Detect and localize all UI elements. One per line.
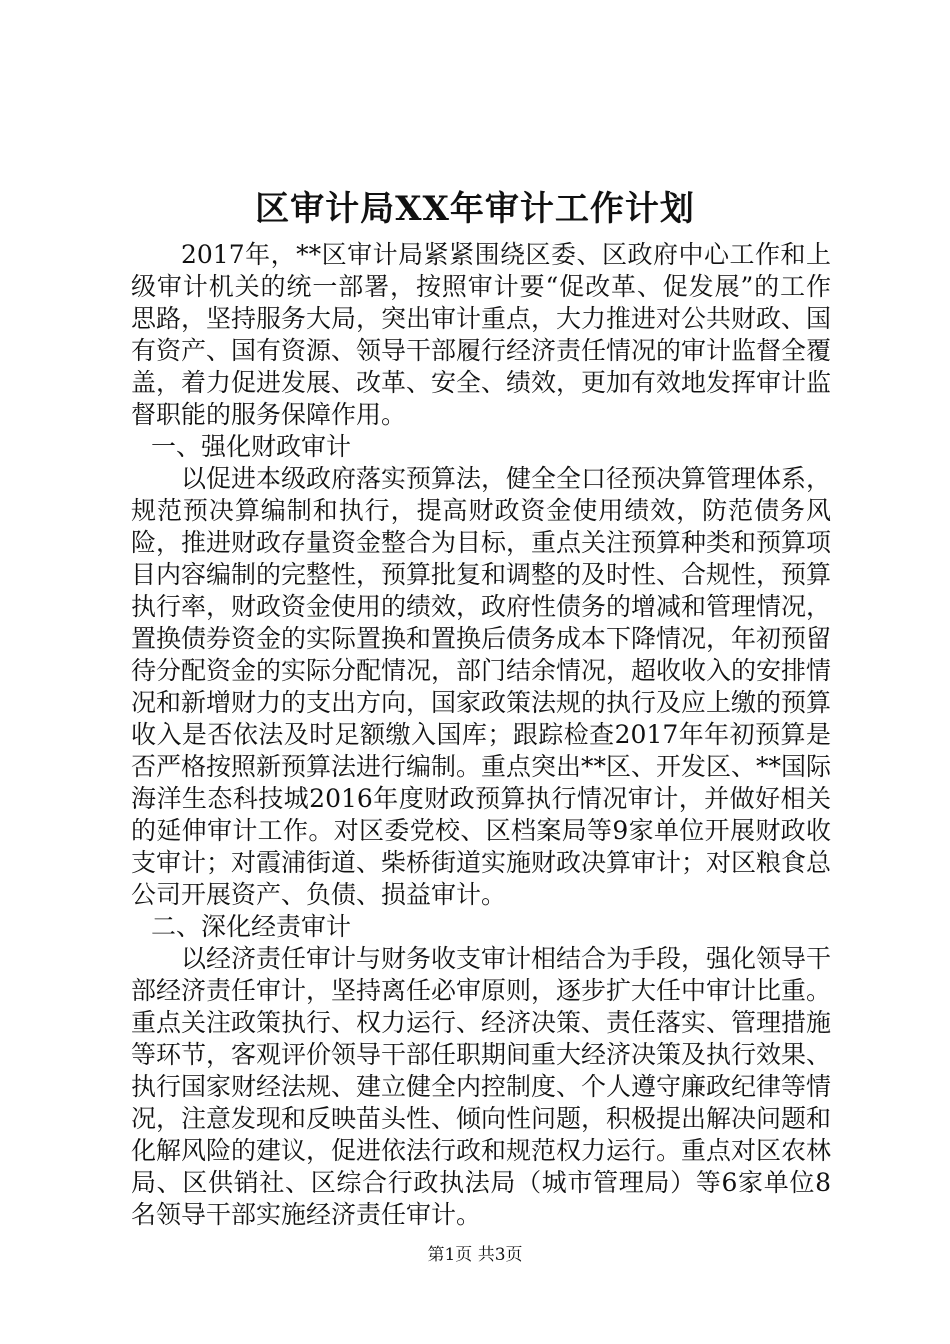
section-heading-fiscal-audit: 一、强化财政审计 — [151, 432, 352, 461]
section-heading-economic-responsibility-audit: 二、深化经责审计 — [151, 912, 352, 941]
intro-paragraph: 2017年，**区审计局紧紧围绕区委、区政府中心工作和上级审计机关的统一部署，按照审计要“促改革、促发展”的工作思路，坚持服务大局，突出审计重点，大力推进对公共财政、国有资产、国有资源、领导干部履行经济责任情况的审计监督全覆盖，着力促进发展、改革、安全、绩效，更加有效地发挥审计监督职能的服务保障作用。 — [131, 240, 832, 429]
section-body-fiscal-audit: 以促进本级政府落实预算法，健全全口径预决算管理体系，规范预决算编制和执行，提高财政资金使用绩效，防范债务风险，推进财政存量资金整合为目标，重点关注预算种类和预算项目内容编制的完整性，预算批复和调整的及时性、合规性，预算执行率，财政资金使用的绩效，政府性债务的增减和管理情况，置换债券资金的实际置换和置换后债务成本下降情况，年初预留待分配资金的实际分配情况，部门结余情况，超收收入的安排情况和新增财力的支出方向，国家政策法规的执行及应上缴的预算收入是否依法及时足额缴入国库；跟踪检查2017年年初预算是否严格按照新预算法进行编制。重点突出**区、开发区、**国际海洋生态科技城2016年度财政预算执行情况审计，并做好相关的延伸审计工作。对区委党校、区档案局等9家单位开展财政收支审计；对霞浦街道、柴桥街道实施财政决算审计；对区粮食总公司开展资产、负债、损益审计。 — [131, 464, 832, 909]
page-number-footer: 第1页 共3页 — [427, 1245, 523, 1265]
document-body — [131, 239, 831, 1231]
document-title: 区审计局XX年审计工作计划 — [255, 189, 695, 229]
section-body-economic-responsibility-audit: 以经济责任审计与财务收支审计相结合为手段，强化领导干部经济责任审计，坚持离任必审原则，逐步扩大任中审计比重。重点关注政策执行、权力运行、经济决策、责任落实、管理措施等环节，客观评价领导干部任职期间重大经济决策及执行效果、执行国家财经法规、建立健全内控制度、个人遵守廉政纪律等情况，注意发现和反映苗头性、倾向性问题，积极提出解决问题和化解风险的建议，促进依法行政和规范权力运行。重点对区农林局、区供销社、区综合行政执法局（城市管理局）等6家单位8名领导干部实施经济责任审计。 — [131, 944, 832, 1229]
